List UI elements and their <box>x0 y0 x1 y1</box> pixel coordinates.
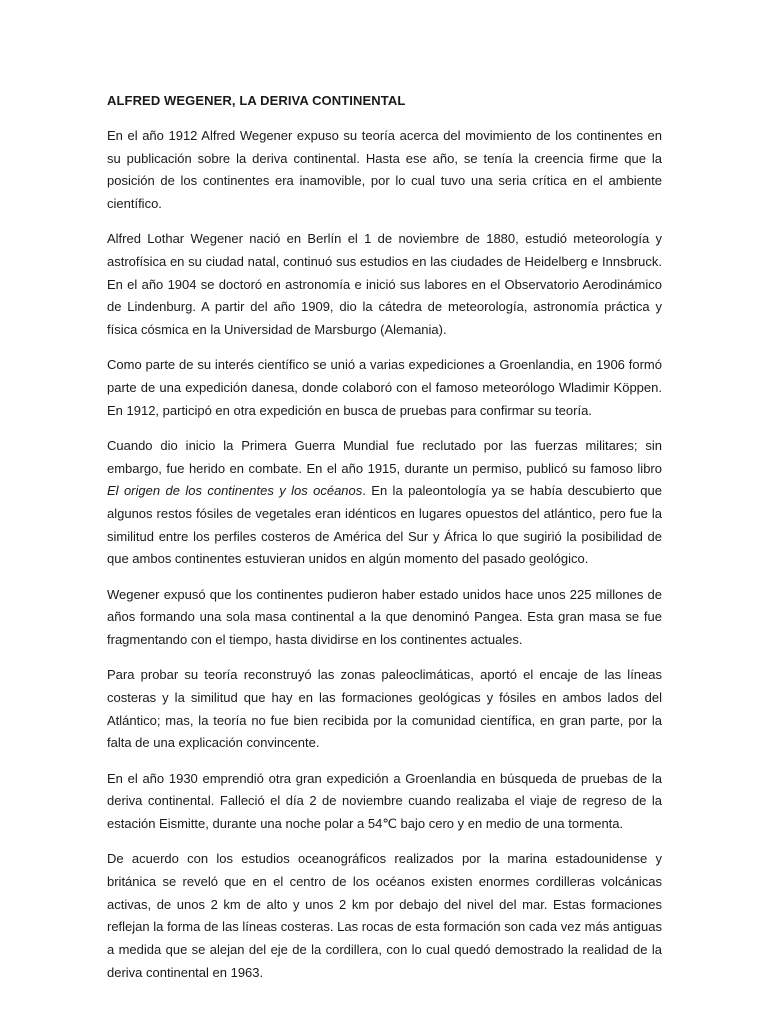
paragraph-4 <box>107 435 662 571</box>
document-title: ALFRED WEGENER, LA DERIVA CONTINENTAL <box>107 93 406 108</box>
paragraph-1: En el año 1912 Alfred Wegener expuso su teoría acerca del movimiento de los continentes en su publicación sobre la deriva continental. Hasta ese año, se tenía la creencia firme que la posición de los continentes era inamovible, por lo cual tuvo una seria crítica en el ambiente científico. <box>107 128 662 212</box>
document-page <box>107 91 662 997</box>
paragraph-7: En el año 1930 emprendió otra gran expedición a Groenlandia en búsqueda de pruebas de la deriva continental. Falleció el día 2 de noviembre cuando realizaba el viaje de regreso de la estación Eismitte, durante una noche polar a 54℃ bajo cero y en medio de una tormenta. <box>107 770 662 831</box>
paragraph-8: De acuerdo con los estudios oceanográficos realizados por la marina estadounidense y británica se reveló que en el centro de los océanos existen enormes cordilleras volcánicas activas, de unos 2 km de alto y unos 2 km por debajo del nivel del mar. Estas formaciones reflejan la forma de las líneas costeras. Las rocas de esta formación son cada vez más antiguas a medida que se alejan del eje de la cordillera, con lo cual quedó demostrado la realidad de la deriva continental en 1963. <box>107 851 662 980</box>
paragraph-6: Para probar su teoría reconstruyó las zonas paleoclimáticas, aportó el encaje de las líneas costeras y la similitud que hay en las formaciones geológicas y fósiles en ambos lados del Atlántico; mas, la teoría no fue bien recibida por la comunidad científica, en gran parte, por la falta de una explicación convincente. <box>107 667 662 751</box>
paragraph-2: Alfred Lothar Wegener nació en Berlín el 1 de noviembre de 1880, estudió meteorología y astrofísica en su ciudad natal, continuó sus estudios en las ciudades de Heidelberg e Innsbruck. En el año 1904 se doctoró en astronomía e inició sus labores en el Observatorio Aerodinámico de Lindenburg. A partir del año 1909, dio la cátedra de meteorología, astronomía práctica y física cósmica en la Universidad de Marsburgo (Alemania). <box>107 231 662 338</box>
paragraph-4-text-after: . En la paleontología ya se había descubierto que algunos restos fósiles de vegetales eran idénticos en lugares opuestos del atlántico, pero fue la similitud entre los perfiles costeros de América del Sur y África lo que sugirió la posibilidad de que ambos continentes estuvieran unidos en algún momento del pasado geológico. <box>107 483 662 567</box>
paragraph-3: Como parte de su interés científico se unió a varias expediciones a Groenlandia, en 1906 formó parte de una expedición danesa, donde colaboró con el famoso meteorólogo Wladimir Köppen. En 1912, participó en otra expedición en busca de pruebas para confirmar su teoría. <box>107 357 662 418</box>
book-title: El origen de los continentes y los océanos <box>107 483 363 499</box>
paragraph-4-text-before: Cuando dio inicio la Primera Guerra Mundial fue reclutado por las fuerzas militares; sin embargo, fue herido en combate. En el año 1915, durante un permiso, publicó su famoso libro <box>107 437 662 476</box>
paragraph-5: Wegener expusó que los continentes pudieron haber estado unidos hace unos 225 millones de años formando una sola masa continental a la que denominó Pangea. Esta gran masa se fue fragmentando con el tiempo, hasta dividirse en los continentes actuales. <box>107 586 662 648</box>
